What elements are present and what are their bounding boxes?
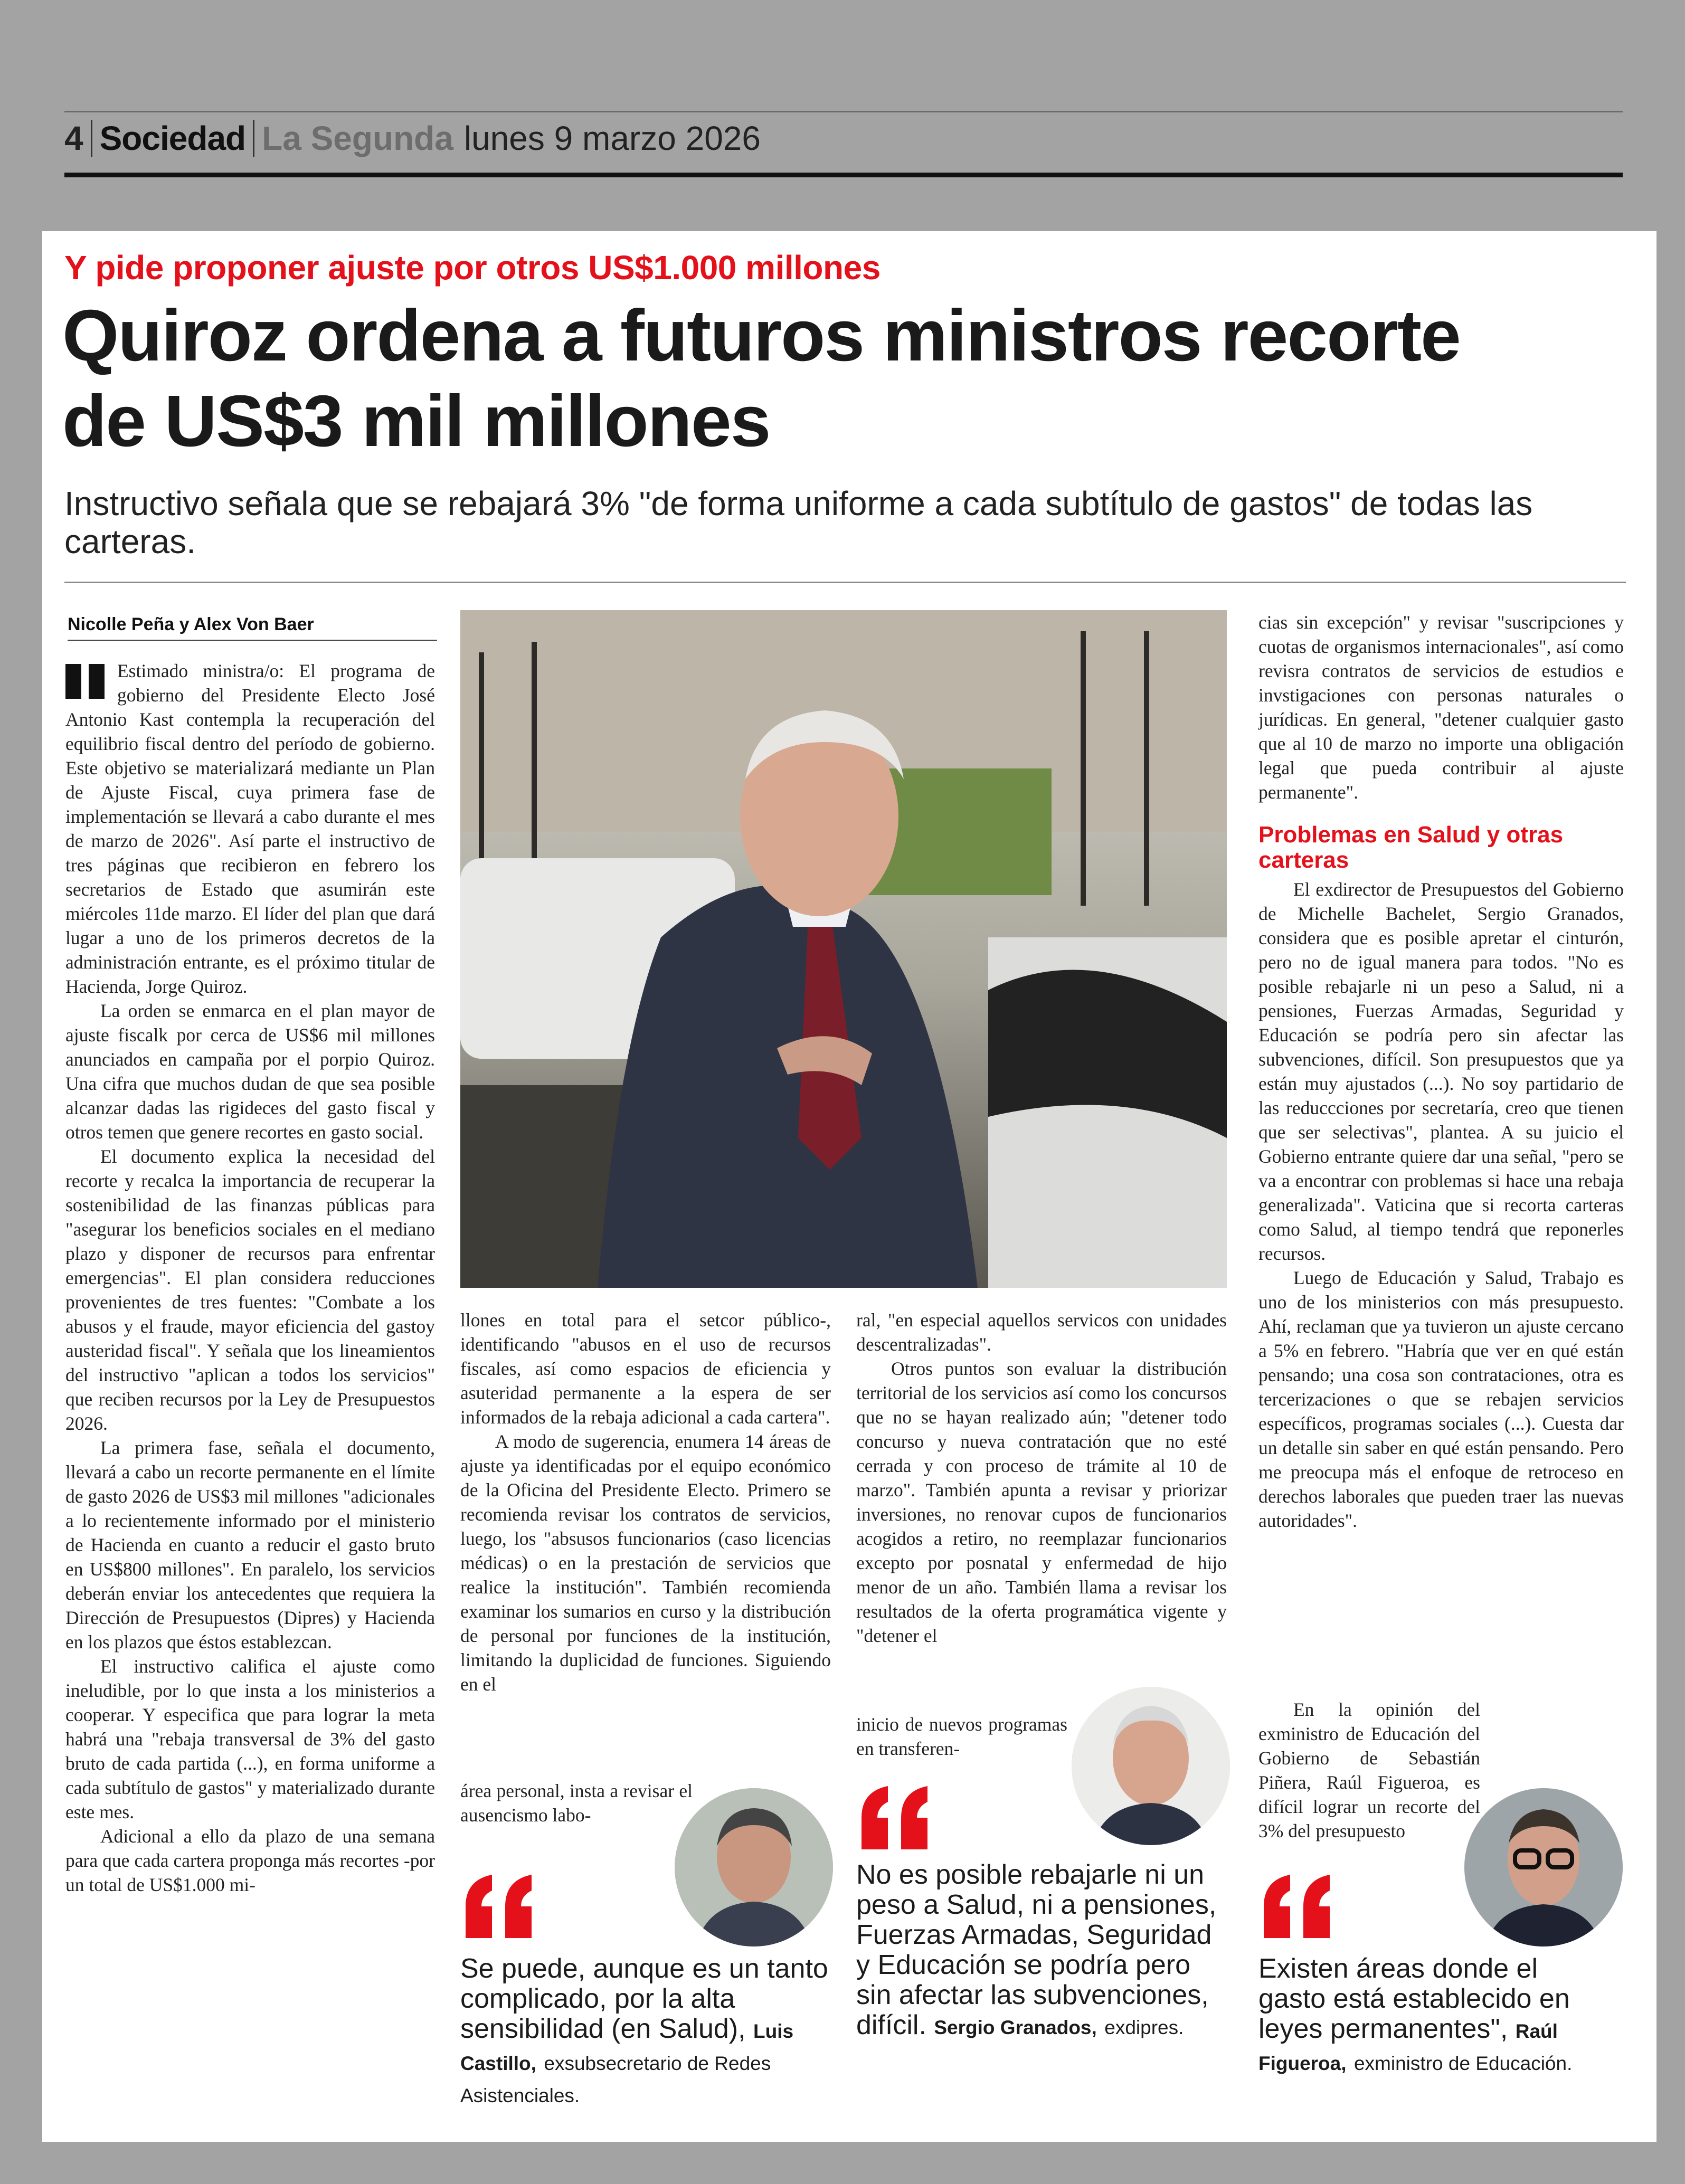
paragraph: inicio de nuevos programas en transferen- bbox=[856, 1714, 1067, 1759]
portrait-illustration bbox=[675, 1788, 833, 1946]
quote-role: exdipres. bbox=[1104, 2017, 1184, 2038]
paragraph: área personal, insta a revisar el ausencismo labo- bbox=[460, 1780, 693, 1826]
section-name: Sociedad bbox=[99, 119, 246, 157]
article-column-3 bbox=[856, 1308, 1227, 1648]
page-header bbox=[64, 117, 761, 159]
paragraph: La primera fase, señala el documento, llevará a cabo un recorte permanente en el límite de gasto 2026 de US$3 mil millones "adicionales a lo recientemente informado por el ministerio de Hacienda en cuanto a reducir el gasto bruto en US$800 millones". En paralelo, los servicios deberán enviar los antecedentes que requiera la Dirección de Presupuestos (Dipres) y Hacienda en los plazos que éstos establezcan. bbox=[65, 1437, 435, 1653]
headline-line-2: de US$3 mil millones bbox=[62, 381, 770, 462]
byline-rule bbox=[68, 640, 437, 641]
paragraph: El instructivo califica el ajuste como ineludible, por lo que insta a los ministerios a cooperar. Y especifica que para lograr la meta habrá una "rebaja transversal de 3% del gasto bruto de cada partida (...), en forma uniforme a cada subtítulo de gastos" y materializado durante este mes. bbox=[65, 1656, 435, 1822]
quote-speaker: Sergio Granados, bbox=[934, 2017, 1097, 2038]
quote-text: Se puede, aunque es un tanto complicado, por la alta sensibilidad (en Salud), bbox=[460, 1953, 828, 2044]
page-number: 4 bbox=[64, 119, 83, 157]
paragraph: El exdirector de Presupuestos del Gobierno de Michelle Bachelet, Sergio Granados, considera que es posible apretar el cinturón, pero no de igual manera para todos. "No es posible rebajarle ni un peso a Salud, ni a pensiones, Fuerzas Armadas, Seguridad y Educación se podría pero sin afectar las subvenciones, difícil. Son presupuestos que ya están muy ajustados (...). No soy partidario de las reduccciones por secretaría, creo que tienen que ser selectivas", plantea. A su juicio el Gobierno entrante quiere dar una señal, "pero se va a encontrar con problemas si hace una rebaja generalizada". Vaticina que si recorta carteras como Salud, al tiempo tendrá que reponerles recursos. bbox=[1258, 879, 1624, 1264]
deck: Instructivo señala que se rebajará 3% "de forma uniforme a cada subtítulo de gastos" de todas las carteras. bbox=[64, 485, 1533, 561]
paragraph: A modo de sugerencia, enumera 14 áreas de ajuste ya identificadas por el equipo económico de la Oficina del Presidente Electo. Primero se recomienda revisar los contratos de servicios, luego, los "absusos funcionarios (caso licencias médicas) o en la prestación de servicios que realice la institución". También recomienda examinar los sumarios en curso y la distribución de personal por funciones de la institución, limitando la duplicidad de funciones. Siguiendo en el bbox=[460, 1431, 831, 1695]
header-divider bbox=[91, 120, 92, 157]
quote-mark-icon bbox=[1258, 1875, 1338, 1941]
pull-quote-granados bbox=[856, 1860, 1226, 2043]
quote-role: exsubsecretario de Redes Asistenciales. bbox=[460, 2053, 771, 2106]
quote-mark-icon bbox=[856, 1786, 935, 1852]
paragraph: La orden se enmarca en el plan mayor de ajuste fiscalk por cerca de US$6 mil millones anunciados en campaña por el porpio Quiroz. Una cifra que muchos dudan de que sea posible alcanzar dadas las rigideces del gasto fiscal y otros temen que genere recortes en gasto social. bbox=[65, 1000, 435, 1143]
drop-quote-icon bbox=[65, 662, 110, 701]
article-column-2-tail bbox=[460, 1779, 693, 1827]
pull-quote-castillo bbox=[460, 1954, 840, 2111]
article-column-4 bbox=[1258, 610, 1624, 1533]
portrait-sergio-granados bbox=[1072, 1687, 1230, 1845]
quote-mark-icon bbox=[460, 1875, 539, 1941]
quote-speaker: Raúl Figueroa, bbox=[1258, 2020, 1558, 2074]
paragraph: Estimado ministra/o: El programa de gobierno del Presidente Electo José Antonio Kast contempla la recuperación del equilibrio fiscal dentro del período de gobierno. Este objetivo se materializará mediante un Plan de Ajuste Fiscal, cuya primera fase de implementación se llevará a cabo durante el mes de marzo de 2026". Así parte el instructivo de tres páginas que recibieron en febrero los secretarios de Estado que asumirán este miércoles 11de marzo. El líder del plan que dará lugar a uno de los primeros decretos de la administración entrante, es el próximo titular de Hacienda, Jorge Quiroz. bbox=[65, 660, 435, 997]
paragraph: En la opinión del exministro de Educación del Gobierno de Sebastián Piñera, Raúl Figueroa, es difícil lograr un recorte del 3% del presupuesto bbox=[1258, 1699, 1480, 1841]
portrait-luis-castillo bbox=[675, 1788, 833, 1946]
header-top-rule bbox=[64, 111, 1623, 112]
article-column-3-tail bbox=[856, 1712, 1067, 1761]
main-photo bbox=[460, 610, 1227, 1288]
portrait-illustration bbox=[1072, 1687, 1230, 1845]
paragraph: llones en total para el setcor público-, identificando "abusos en el uso de recursos fiscales, así como espacios de eficiencia y asuteridad permanente a la espera de ser informados de la rebaja adicional a cada cartera". bbox=[460, 1309, 831, 1428]
main-photo-illustration bbox=[460, 610, 1227, 1288]
deck-rule bbox=[64, 582, 1626, 583]
paragraph: Luego de Educación y Salud, Trabajo es uno de los ministerios con más presupuesto. Ahí, reclaman que ya tuvieron un ajuste cercano a 5% en febrero. "Habría que ver en qué están pensando; una cosa son contrataciones, otra es tercerizaciones o que se rebajen servicios específicos, programas sociales (...). Cuesta dar un detalle sin saber en qué están pensando. Pero me preocupa más el enfoque de retroceso en derechos laborales que pueden traer las nuevas autoridades". bbox=[1258, 1267, 1624, 1531]
quote-speaker: Luis Castillo, bbox=[460, 2020, 794, 2074]
portrait-raul-figueroa bbox=[1464, 1788, 1623, 1946]
article-column-4-tail bbox=[1258, 1697, 1480, 1843]
quote-text: Existen áreas donde el gasto está establecido en leyes permanentes", bbox=[1258, 1953, 1570, 2044]
paragraph: cias sin excepción" y revisar "suscripciones y cuotas de organismos internacionales", así como revisra contratos de servicios de estudios e invstigaciones con personas naturales o jurídicas. En general, "detener cualquier gasto que al 10 de marzo no importe una obligación legal que pueda contribuir al ajuste permanente". bbox=[1258, 612, 1624, 803]
pull-quote-figueroa bbox=[1258, 1954, 1607, 2078]
paragraph: ral, "en especial aquellos servicos con unidades descentralizadas". bbox=[856, 1309, 1227, 1355]
kicker: Y pide proponer ajuste por otros US$1.000 millones bbox=[64, 249, 881, 287]
quote-role: exministro de Educación. bbox=[1353, 2053, 1573, 2074]
article-column-1 bbox=[65, 659, 435, 1897]
publication-name: La Segunda bbox=[262, 119, 453, 157]
headline bbox=[62, 293, 1625, 464]
paragraph: Adicional a ello da plazo de una semana para que cada cartera proponga más recortes -por un total de US$1.000 mi- bbox=[65, 1826, 435, 1895]
header-divider bbox=[253, 120, 254, 157]
headline-line-1: Quiroz ordena a futuros ministros recorte bbox=[62, 295, 1460, 376]
paragraph: Otros puntos son evaluar la distribución territorial de los servicios así como los concursos que no se hayan realizado aún; "detener todo concurso y nueva contratación que no esté cerrada y con proceso de trámite al 10 de marzo". También apunta a revisar y priorizar inversiones, no renovar cupos de funcionarios acogidos a retiro, no reemplazar funcionarios excepto por posnatal y enfermedad de hijo menor de un año. También llama a revisar los resultados de la oferta programática vigente y "detener el bbox=[856, 1358, 1227, 1646]
subheading: Problemas en Salud y otras carteras bbox=[1258, 822, 1564, 873]
byline: Nicolle Peña y Alex Von Baer bbox=[68, 614, 314, 634]
issue-date: lunes 9 marzo 2026 bbox=[463, 119, 761, 157]
paragraph: El documento explica la necesidad del recorte y recalca la importancia de recuperar la sostenibilidad de las finanzas públicas para "asegurar los beneficios sociales en el mediano plazo y disponer de recursos para enfrentar emergencias". El plan considera reducciones provenientes de tres fuentes: "Combate a los abusos y el fraude, mayor eficiencia del gastoy austeridad fiscal". Y señala que los lineamientos del instructivo "aplican a todos los servicios" que reciben recursos por la Ley de Presupuestos 2026. bbox=[65, 1146, 435, 1434]
quote-text: No es posible rebajarle ni un peso a Salud, ni a pensiones, Fuerzas Armadas, Seguridad y Educación se podría pero sin afectar las subvenciones, difícil. bbox=[856, 1859, 1217, 2040]
header-bottom-rule bbox=[64, 173, 1623, 177]
article-column-2 bbox=[460, 1308, 831, 1696]
portrait-illustration bbox=[1464, 1788, 1623, 1946]
